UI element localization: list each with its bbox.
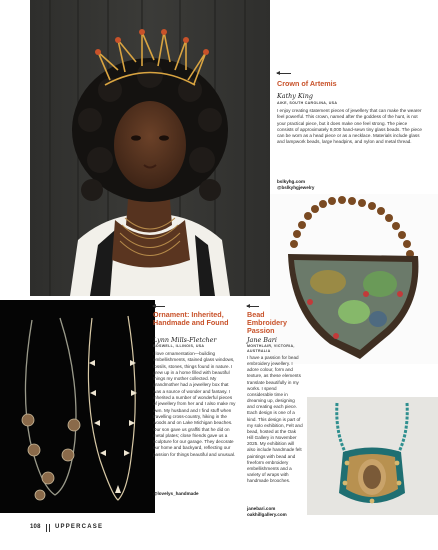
artemis-arrow-icon (277, 73, 291, 74)
artemis-title: Crown of Artemis (277, 79, 337, 88)
ornament-author: Lynn Mills-Fletcher (153, 336, 217, 344)
ornament-arrow-icon (153, 306, 165, 307)
embroidery-title: Bead Embroidery Passion (247, 310, 287, 335)
magazine-brand: UPPERCASE (55, 524, 104, 530)
page-number: 108 (30, 524, 41, 530)
embroidery-website: janebari.com (247, 506, 276, 511)
artemis-author: Kathy King (277, 92, 313, 100)
embroidery-location: MONTHLAIR, VICTORIA, AUSTRALIA (247, 344, 295, 353)
photo-embroidered-necklace (307, 397, 438, 515)
ornament-title: Ornament: Inherited, Handmade and Found (153, 310, 229, 327)
embroidered-necklace-illustration (307, 397, 438, 515)
photo-necklaces-black (0, 300, 155, 513)
footer-divider-2 (49, 524, 50, 532)
footer-divider (46, 524, 47, 532)
artemis-location: AIKE, SOUTH CAROLINA, USA (277, 101, 338, 105)
artemis-body: I enjoy creating statement pieces of jewellery that can make the wearer feel powerful. This crown, named after the goddess of the hunt, is not your practical piece, but it does make one feel strong. The piece consists of approximately 8,000 hand-sewn tiny glass beads. The piece can be worn as a head piece or as a necklace. Materials include glass and lampwork beads, large headpins, and nylon and metal thread. (277, 108, 422, 145)
crown-photo-illustration (30, 0, 270, 296)
artemis-social: @bslkyhgjewelry (277, 185, 315, 190)
ornament-social: @lovelys_handmade (153, 491, 199, 496)
embroidery-body: I have a passion for bead embroidery jewellery. I adore colour, form and texture, as these elements translate beautifully in my works. I spend considerable time in dreaming up, designing and creating each piece. Each design is one of a kind. This design is part of my solo exhibition, Felt and bead, hosted at the Oak Hill Gallery in November 2025. My exhibition will also include handmade felt paintings with bead and freeform embroidery embellishments and a variety of wraps with handmade brooches. (247, 355, 303, 484)
necklaces-illustration (0, 300, 155, 513)
embroidery-arrow-icon (247, 306, 259, 307)
artemis-website: bslkyhg.com (277, 179, 306, 184)
embroidery-website-2: oakhillgallery.com (247, 512, 287, 517)
bib-necklace-illustration (270, 194, 438, 364)
ornament-body: I love ornamentation—building embellishments, stained glass windows, fossils, stones, things found in nature. I grew up in a home filled with beautiful things my mother collected. My grandmother had a jewellery box that was a source of wonder and fantasy. I inherited a number of wonderful pieces of jewellery from her and I also make my own. My husband and I find stuff when travelling cross-country, hiking in the woods and on Lake Michigan beaches. Our son gave us graffiti that he did on metal plates; close friends gave us a sculpture for our garage. They decorate our home and backyard, reflecting our passion for things beautiful and unusual. (153, 351, 236, 457)
photo-bib-necklace (270, 194, 438, 364)
embroidery-author: Jane Bari (247, 336, 277, 344)
photo-crown-of-artemis (30, 0, 270, 296)
ornament-location: BOSWELL, ILLINOIS, USA (153, 344, 205, 348)
